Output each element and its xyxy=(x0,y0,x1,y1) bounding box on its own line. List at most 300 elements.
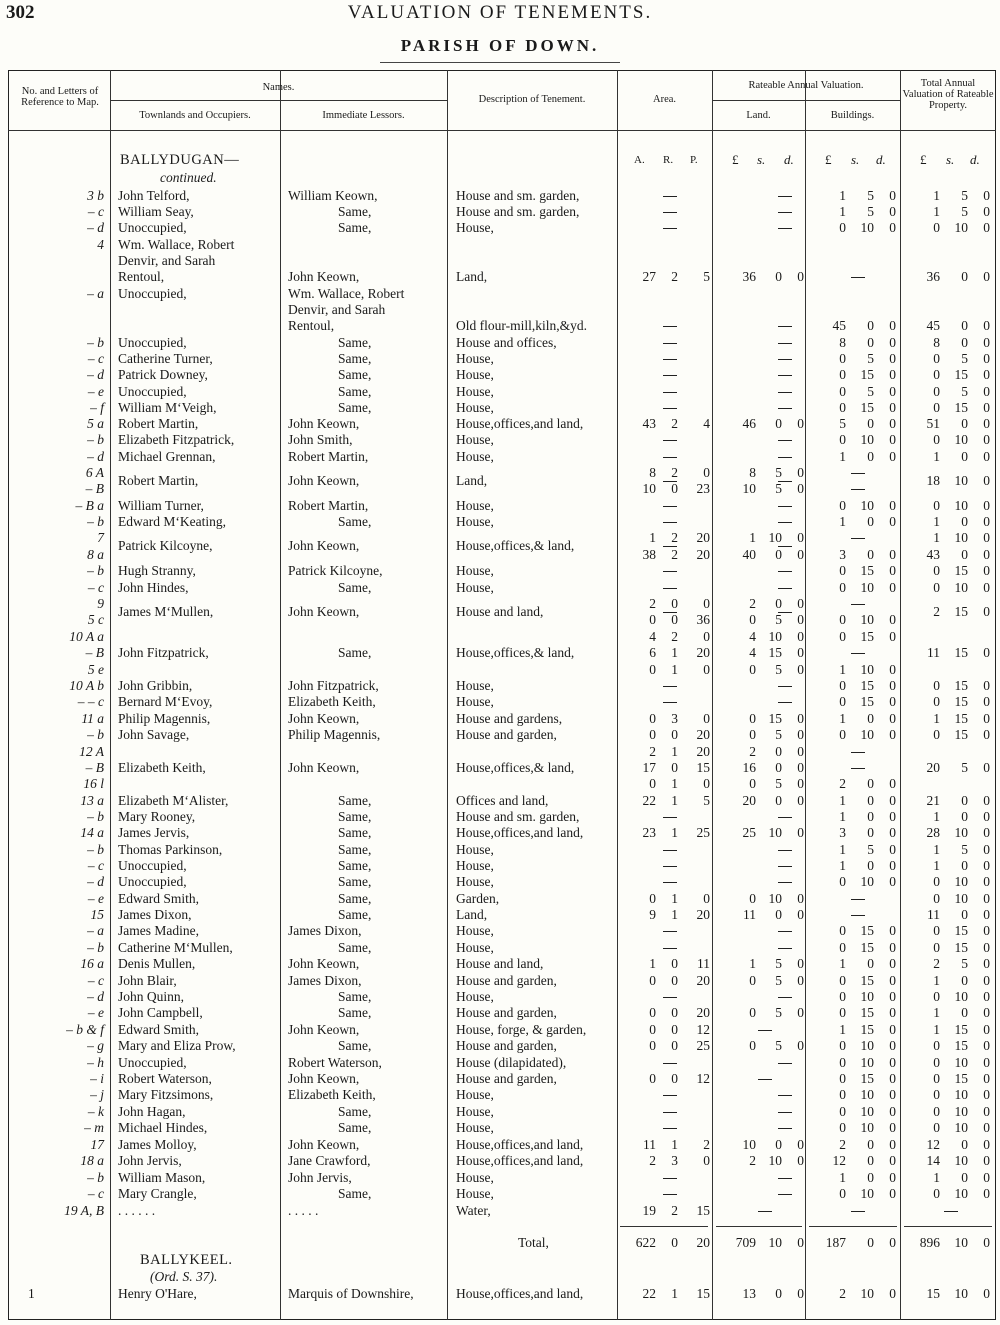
row-tot-pence: 0 xyxy=(983,874,990,889)
table-row xyxy=(8,645,996,661)
row-bld-pounds: 1 xyxy=(839,1170,846,1185)
row-tot-pounds: 1 xyxy=(933,858,940,873)
row-description: House,offices,and land, xyxy=(456,1137,584,1152)
row-bld-shillings: 15 xyxy=(860,1022,874,1037)
row-area-pounds: 38 xyxy=(642,547,656,562)
row-ref: – d xyxy=(87,449,104,464)
row-occupier: John Quinn, xyxy=(118,989,185,1004)
row-area-pounds: 0 xyxy=(649,1038,656,1053)
row-area-dash xyxy=(663,694,677,710)
row-lessor: Robert Martin, xyxy=(288,498,369,513)
row-lessor: John Keown, xyxy=(288,269,360,284)
row-land-shillings: 0 xyxy=(775,416,782,431)
row-bld-pounds: 0 xyxy=(839,220,846,235)
row-land-dash xyxy=(778,1186,792,1202)
row-bld-shillings: 10 xyxy=(860,1120,874,1135)
row-ref: – d xyxy=(87,989,104,1004)
row-bld-pounds: 1 xyxy=(839,956,846,971)
row-tot-shillings: 0 xyxy=(961,514,968,529)
row-area-pence: 20 xyxy=(696,907,710,922)
row-area-pounds: 19 xyxy=(642,1203,656,1218)
row-area-pounds: 0 xyxy=(649,612,656,627)
row-tot-shillings: 0 xyxy=(961,547,968,562)
row-description: House, forge, & garden, xyxy=(456,1022,587,1037)
row-tot-shillings: 10 xyxy=(954,989,968,1004)
total-land-d: 0 xyxy=(797,1235,804,1250)
row-lessor: Same, xyxy=(338,335,372,350)
table-row xyxy=(8,432,996,448)
row-tot-pence: 0 xyxy=(983,940,990,955)
row-land-dash xyxy=(778,563,792,579)
row-bld-shillings: 0 xyxy=(867,1153,874,1168)
row-bld-pence: 0 xyxy=(889,367,896,382)
row-ref: – b xyxy=(87,842,104,857)
row-description: House,offices,and land, xyxy=(456,1286,584,1301)
row-ref: – e xyxy=(87,1005,104,1020)
row-bld-pounds: 1 xyxy=(839,514,846,529)
row-ref: 5 c xyxy=(87,612,104,627)
row-land-shillings: 10 xyxy=(768,891,782,906)
row-tot-shillings: 10 xyxy=(954,530,968,545)
table-row xyxy=(8,1022,996,1038)
ordnance-sheet: (Ord. S. 37). xyxy=(150,1269,218,1284)
row-bld-pence: 0 xyxy=(889,973,896,988)
row-occupier: William M‘Veigh, xyxy=(118,400,217,415)
row-lessor: Jane Crawford, xyxy=(288,1153,371,1168)
row-land-shillings: 0 xyxy=(775,547,782,562)
table-row xyxy=(8,253,996,269)
row-occupier: Mary and Eliza Prow, xyxy=(118,1038,236,1053)
total-bld-s: 0 xyxy=(867,1235,874,1250)
row-ref: – B xyxy=(85,645,104,660)
row-bld-pounds: 0 xyxy=(839,1087,846,1102)
table-row xyxy=(8,1203,996,1219)
table-row xyxy=(8,842,996,858)
row-area-dash xyxy=(663,449,677,465)
row-land-pounds: 25 xyxy=(742,825,756,840)
row-area-shillings: 0 xyxy=(671,727,678,742)
row-land-shillings: 5 xyxy=(775,956,782,971)
row-land-dash xyxy=(778,858,792,874)
row-land-pounds: 0 xyxy=(749,612,756,627)
header-total: Total Annual Valuation of Rateable Property. xyxy=(902,78,994,111)
row-tot-pence: 0 xyxy=(983,809,990,824)
row-bld-pence: 0 xyxy=(889,923,896,938)
row-occupier: John Savage, xyxy=(118,727,190,742)
row-occupier: William Turner, xyxy=(118,498,204,513)
row-bld-shillings: 0 xyxy=(867,514,874,529)
total-rule-area xyxy=(620,1226,708,1227)
row-lessor: Same, xyxy=(338,1038,372,1053)
row-tot-pence: 0 xyxy=(983,188,990,203)
row-tot-pounds: 0 xyxy=(933,874,940,889)
row-occupier: Denvir, and Sarah xyxy=(118,253,216,268)
row-tot-pounds: 1 xyxy=(933,188,940,203)
row-description: House and sm. garden, xyxy=(456,809,580,824)
row-ref: 17 xyxy=(90,1137,104,1152)
row-bld-pounds: 1 xyxy=(839,662,846,677)
row-bld-shillings: 10 xyxy=(860,432,874,447)
header-ref: No. and Letters of Reference to Map. xyxy=(21,86,99,108)
row-tot-shillings: 0 xyxy=(961,1005,968,1020)
row-ref: – b xyxy=(87,809,104,824)
row-bld-pence: 0 xyxy=(889,1104,896,1119)
row-land-pounds: 0 xyxy=(749,711,756,726)
row-area-shillings: 3 xyxy=(671,711,678,726)
row-description: House, xyxy=(456,1104,494,1119)
row-tot-pounds: 0 xyxy=(933,1071,940,1086)
row-bld-pence: 0 xyxy=(889,727,896,742)
row-tot-pounds: 0 xyxy=(933,727,940,742)
row-area-a: 22 xyxy=(642,1286,656,1301)
row-area-pounds: 2 xyxy=(649,744,656,759)
row-ref: 19 A, B xyxy=(64,1203,104,1218)
row-ref: – B xyxy=(85,481,104,496)
row-tot-shillings: 15 xyxy=(954,727,968,742)
row-tot-pence: 0 xyxy=(983,678,990,693)
row-area-pounds: 0 xyxy=(649,891,656,906)
row-bld-shillings: 15 xyxy=(860,629,874,644)
row-land-pence: 0 xyxy=(797,645,804,660)
row-bld-shillings: 5 xyxy=(867,204,874,219)
row-tot-pence: 0 xyxy=(983,384,990,399)
table-row xyxy=(8,662,996,678)
row-occupier: Unoccupied, xyxy=(118,858,187,873)
row-bld-pounds: 45 xyxy=(832,318,846,333)
row-description: House, xyxy=(456,858,494,873)
row-description: House, xyxy=(456,580,494,595)
row-area-pence: 15 xyxy=(696,1203,710,1218)
row-area-pence: 0 xyxy=(703,465,710,480)
header-area: Area. xyxy=(652,94,677,105)
row-bld-pence: 0 xyxy=(889,1071,896,1086)
row-land-pounds: 36 xyxy=(742,269,756,284)
row-ref: – a xyxy=(87,286,104,301)
row-tot-pounds: 0 xyxy=(933,1087,940,1102)
row-ref: – b xyxy=(87,432,104,447)
row-area-pence: 20 xyxy=(696,744,710,759)
row-land-pence: 0 xyxy=(797,744,804,759)
row-bld-pence: 0 xyxy=(889,956,896,971)
row-bld-shillings: 10 xyxy=(860,1087,874,1102)
row-tot-pounds: 51 xyxy=(926,416,940,431)
row-bld-pounds: 0 xyxy=(839,874,846,889)
row-ref: – – c xyxy=(77,694,104,709)
row-bld-pence: 0 xyxy=(889,662,896,677)
row-bld-shillings: 10 xyxy=(860,498,874,513)
row-lessor: Same, xyxy=(338,220,372,235)
row-land-pounds: 10 xyxy=(742,481,756,496)
row-land-dash xyxy=(778,923,792,939)
row-land-dash xyxy=(778,842,792,858)
row-description: House,offices,and land, xyxy=(456,825,584,840)
row-bld-d: 0 xyxy=(889,1286,896,1301)
row-description: Water, xyxy=(456,1203,491,1218)
total-area-r: 0 xyxy=(671,1235,678,1250)
row-ref: – j xyxy=(90,1087,104,1102)
row-description: House, xyxy=(456,1186,494,1201)
row-tot-shillings: 5 xyxy=(961,842,968,857)
row-bld-pounds: 1 xyxy=(839,711,846,726)
names-rule xyxy=(110,100,447,101)
row-tot-pence: 0 xyxy=(983,563,990,578)
table-row xyxy=(8,204,996,220)
row-land-pence: 0 xyxy=(797,760,804,775)
row-occupier: Hugh Stranny, xyxy=(118,563,196,578)
row-area-pounds: 9 xyxy=(649,907,656,922)
row-bld-pounds: 1 xyxy=(839,809,846,824)
row-land-pounds: 20 xyxy=(742,793,756,808)
total-bld-l: 187 xyxy=(825,1235,846,1250)
row-tot-pence: 0 xyxy=(983,1071,990,1086)
row-area-pence: 0 xyxy=(703,891,710,906)
table-row xyxy=(8,1104,996,1120)
row-tot-shillings: 15 xyxy=(954,563,968,578)
row-occupier: William Seay, xyxy=(118,204,194,219)
header-description: Description of Tenement. xyxy=(478,94,586,105)
row-bld-pounds: 1 xyxy=(839,188,846,203)
row-area-dash xyxy=(663,678,677,694)
total-label: Total, xyxy=(518,1235,549,1250)
total-land-l: 709 xyxy=(735,1235,756,1250)
row-bld-pence: 0 xyxy=(889,498,896,513)
row-ref: – e xyxy=(87,384,104,399)
row-ref: – B a xyxy=(75,498,104,513)
row-area-pence: 0 xyxy=(703,1153,710,1168)
row-lessor: John Keown, xyxy=(288,538,360,553)
row-area-pence: 15 xyxy=(696,760,710,775)
row-bld-shillings: 10 xyxy=(860,874,874,889)
row-tot-pence: 0 xyxy=(983,432,990,447)
row-ref: 14 a xyxy=(80,825,104,840)
row-ref: – f xyxy=(90,400,104,415)
row-bld-shillings: 15 xyxy=(860,694,874,709)
row-land-s: 0 xyxy=(775,1286,782,1301)
row-land-pounds: 2 xyxy=(749,1153,756,1168)
row-tot-shillings: 15 xyxy=(954,1071,968,1086)
row-area-dash xyxy=(663,188,677,204)
header-land: Land. xyxy=(746,110,771,121)
row-bld-shillings: 15 xyxy=(860,1071,874,1086)
townland-ballykeel: BALLYKEEL. xyxy=(140,1252,233,1268)
row-tot-shillings: 10 xyxy=(954,1153,968,1168)
row-tot-shillings: 15 xyxy=(954,367,968,382)
row-area-pounds: 1 xyxy=(649,956,656,971)
row-bld-shillings: 0 xyxy=(867,449,874,464)
row-land-shillings: 5 xyxy=(775,662,782,677)
row-bld-pounds: 3 xyxy=(839,547,846,562)
row-bld-pence: 0 xyxy=(889,1153,896,1168)
row-tot-pounds: 0 xyxy=(933,940,940,955)
row-tot-pounds: 2 xyxy=(933,956,940,971)
row-land-pounds: 10 xyxy=(742,1137,756,1152)
row-tot-shillings: 0 xyxy=(961,973,968,988)
row-land-pence: 0 xyxy=(797,269,804,284)
row-description: House,offices,& land, xyxy=(456,760,575,775)
row-area-dash xyxy=(663,874,677,890)
row-tot-pence: 0 xyxy=(983,514,990,529)
row-tot-shillings: 15 xyxy=(954,400,968,415)
row-area-dash xyxy=(663,580,677,596)
row-occupier: Denis Mullen, xyxy=(118,956,196,971)
row-bld-pence: 0 xyxy=(889,776,896,791)
row-land-d: 0 xyxy=(797,1286,804,1301)
row-bld-pounds: 1 xyxy=(839,449,846,464)
row-bld-pence: 0 xyxy=(889,384,896,399)
row-area-pounds: 17 xyxy=(642,760,656,775)
row-land-dash xyxy=(778,384,792,400)
row-land-dash xyxy=(758,1203,772,1219)
row-tot-pounds: 1 xyxy=(933,1022,940,1037)
row-area-shillings: 1 xyxy=(671,793,678,808)
row-lessor: Elizabeth Keith, xyxy=(288,694,376,709)
row-ref: – g xyxy=(87,1038,104,1053)
row-tot-pence: 0 xyxy=(983,269,990,284)
row-lessor: Marquis of Downshire, xyxy=(288,1286,414,1301)
row-tot-shillings: 5 xyxy=(961,760,968,775)
row-bld-shillings: 15 xyxy=(860,678,874,693)
row-lessor: Wm. Wallace, Robert xyxy=(288,286,405,301)
row-ref: – i xyxy=(90,1071,104,1086)
row-tot-pence: 0 xyxy=(983,351,990,366)
row-bld-pounds: 0 xyxy=(839,678,846,693)
row-land-pounds: 0 xyxy=(749,662,756,677)
row-tot-pence: 0 xyxy=(983,760,990,775)
row-tot-shillings: 15 xyxy=(954,604,968,619)
row-area-pounds: 0 xyxy=(649,1022,656,1037)
total-area-a: 622 xyxy=(635,1235,656,1250)
row-bld-pence: 0 xyxy=(889,1120,896,1135)
row-description: House, xyxy=(456,678,494,693)
row-area-dash xyxy=(663,809,677,825)
total-bld-d: 0 xyxy=(889,1235,896,1250)
table-row xyxy=(8,188,996,204)
row-description: House, xyxy=(456,1170,494,1185)
row-tot-pounds: 0 xyxy=(933,220,940,235)
row-tot-shillings: 15 xyxy=(954,711,968,726)
row-land-pence: 0 xyxy=(797,907,804,922)
row-area-shillings: 2 xyxy=(671,547,678,562)
row-tot-pence: 0 xyxy=(983,367,990,382)
row-tot-shillings: 0 xyxy=(961,907,968,922)
row-bld-shillings: 0 xyxy=(867,547,874,562)
row-bld-shillings: 5 xyxy=(867,384,874,399)
row-tot-pounds: 0 xyxy=(933,1104,940,1119)
row-bld-pounds: 0 xyxy=(839,384,846,399)
row-occupier: Robert Martin, xyxy=(118,416,199,431)
row-occupier: Philip Magennis, xyxy=(118,711,211,726)
row-occupier: Unoccupied, xyxy=(118,1055,187,1070)
row-ref: 6 A xyxy=(85,465,104,480)
row-bld-shillings: 0 xyxy=(867,793,874,808)
row-bld-pounds: 2 xyxy=(839,1137,846,1152)
table-row xyxy=(8,1170,996,1186)
row-area-dash xyxy=(663,1170,677,1186)
row-bld-dash xyxy=(851,891,865,907)
row-bld-pounds: 0 xyxy=(839,498,846,513)
row-description: House, xyxy=(456,449,494,464)
row-tot-pence: 0 xyxy=(983,1120,990,1135)
row-bld-pence: 0 xyxy=(889,711,896,726)
row-tot-shillings: 0 xyxy=(961,793,968,808)
row-land-pounds: 0 xyxy=(749,1005,756,1020)
title-rule xyxy=(380,62,620,63)
row-land-pounds: 4 xyxy=(749,645,756,660)
table-row xyxy=(8,612,996,628)
row-lessor: John Keown, xyxy=(288,1071,360,1086)
row-ref: 3 b xyxy=(87,188,104,203)
row-land-shillings: 10 xyxy=(768,629,782,644)
row-bld-shillings: 0 xyxy=(867,776,874,791)
row-occupier: Mary Rooney, xyxy=(118,809,196,824)
row-ref: – c xyxy=(87,580,104,595)
table-row xyxy=(8,351,996,367)
total-row xyxy=(8,1235,996,1251)
row-land-pounds: 0 xyxy=(749,973,756,988)
row-land-dash xyxy=(778,1104,792,1120)
row-lessor: . . . . . xyxy=(288,1203,319,1218)
row-tot-pence: 0 xyxy=(983,1170,990,1185)
row-tot-pence: 0 xyxy=(983,416,990,431)
row-occupier: John Gribbin, xyxy=(118,678,193,693)
row-land-shillings: 15 xyxy=(768,711,782,726)
row-lessor: Rentoul, xyxy=(288,318,335,333)
row-area-dash xyxy=(663,1186,677,1202)
row-bld-shillings: 10 xyxy=(860,727,874,742)
row-land-shillings: 0 xyxy=(775,596,782,611)
table-row xyxy=(8,514,996,530)
row-lessor: Same, xyxy=(338,1120,372,1135)
row-tot-pence: 0 xyxy=(983,973,990,988)
row-ref: – B xyxy=(85,760,104,775)
row-description: House, xyxy=(456,1087,494,1102)
unit-s3: s. xyxy=(946,152,955,167)
row-land-shillings: 5 xyxy=(775,1038,782,1053)
row-lessor: John Keown, xyxy=(288,1022,360,1037)
row-bld-shillings: 15 xyxy=(860,400,874,415)
row-ref: – d xyxy=(87,220,104,235)
table-row xyxy=(8,711,996,727)
row-tot-shillings: 10 xyxy=(954,891,968,906)
row-land-pence: 0 xyxy=(797,481,804,496)
row-ref: 12 A xyxy=(79,744,104,759)
row-area-pounds: 27 xyxy=(642,269,656,284)
row-description: House,offices,& land, xyxy=(456,645,575,660)
row-area-p: 15 xyxy=(696,1286,710,1301)
row-tot-pounds: 8 xyxy=(933,335,940,350)
row-area-pounds: 23 xyxy=(642,825,656,840)
row-description: House and garden, xyxy=(456,1071,557,1086)
row-land-pounds: 0 xyxy=(749,1038,756,1053)
row-tot-pence: 0 xyxy=(983,580,990,595)
row-lessor: John Keown, xyxy=(288,711,360,726)
row-lessor: Same, xyxy=(338,940,372,955)
row-area-shillings: 2 xyxy=(671,269,678,284)
row-area-shillings: 0 xyxy=(671,956,678,971)
row-occupier: Catherine Turner, xyxy=(118,351,213,366)
row-bld-pounds: 1 xyxy=(839,842,846,857)
table-row xyxy=(8,678,996,694)
row-ref: 7 xyxy=(97,530,104,545)
row-land-pence: 0 xyxy=(797,547,804,562)
row-land-pence: 0 xyxy=(797,416,804,431)
row-area-pounds: 0 xyxy=(649,776,656,791)
row-area-pounds: 22 xyxy=(642,793,656,808)
row-occupier: Henry O'Hare, xyxy=(118,1286,197,1301)
row-bld-shillings: 0 xyxy=(867,825,874,840)
row-tot-shillings: 10 xyxy=(954,498,968,513)
row-tot-shillings: 10 xyxy=(954,220,968,235)
